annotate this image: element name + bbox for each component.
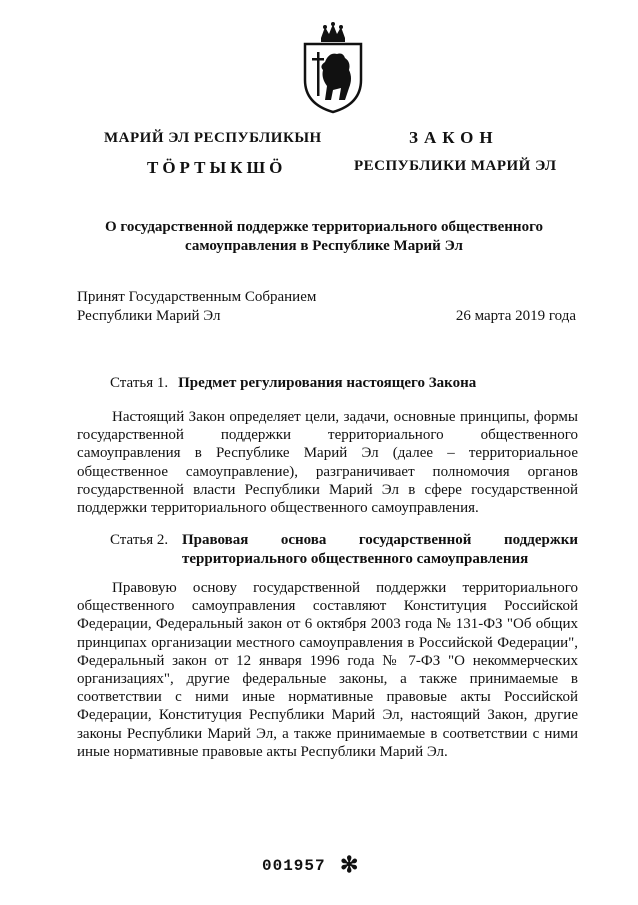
serial-number: 001957 <box>262 857 326 875</box>
adopted-line1: Принят Государственным Собранием <box>77 289 317 305</box>
adopted-date: 26 марта 2019 года <box>455 308 576 324</box>
article-1-text: Настоящий Закон определяет цели, задачи, основные принципы, формы государственной поддержки территориального общественного самоуправления в Республике Марий Эл (далее – территориальное общественное самоуправление), разграничивает полномочия органов государственной власти Республики Марий Эл в сфере государственной поддержки территориального общественного самоуправления. <box>77 409 578 517</box>
article-2-text: Правовую основу государственной поддержки территориального общественного самоуправления составляют Конституция Российской Федерации, Федеральный закон от 6 октября 2003 года № 131-ФЗ "Об общих принципах организации местного самоуправления в Российской Федерации", Федеральный закон от 12 января 1996 года № 7-ФЗ "О некоммерческих организациях", другие федеральные законы, а также принимаемые в соответствии с ними иные нормативные правовые акты Российской Федерации, Конституция Республики Марий Эл, настоящий Закон, другие законы Республики Марий Эл, а также принимаемые в соответствии с ними иные нормативные правовые акты Республики Марий Эл. <box>77 580 578 760</box>
header-right-line1: ЗАКОН <box>409 128 499 147</box>
asterisk-mark: ✻ <box>340 852 359 877</box>
adopted-block <box>77 288 316 326</box>
adopted-line2: Республики Марий Эл <box>77 308 221 324</box>
coat-of-arms-bear-icon <box>295 22 371 114</box>
header-left-line2: ТӦРТЫКШӦ <box>147 158 287 177</box>
law-title: О государственной поддержке территориального общественного самоуправления в Республике Марий Эл <box>104 219 544 254</box>
article-2-title: Правовая основа государственной поддержки территориального общественного самоуправления <box>182 532 578 567</box>
article-2-label: Статья 2. <box>110 532 169 548</box>
article-1-title: Предмет регулирования настоящего Закона <box>178 375 477 391</box>
header-left-line1: МАРИЙ ЭЛ РЕСПУБЛИКЫН <box>104 130 322 146</box>
article-1-heading <box>110 374 476 393</box>
article-1-label: Статья 1. <box>110 375 169 391</box>
header-right-line2: РЕСПУБЛИКИ МАРИЙ ЭЛ <box>354 158 557 174</box>
